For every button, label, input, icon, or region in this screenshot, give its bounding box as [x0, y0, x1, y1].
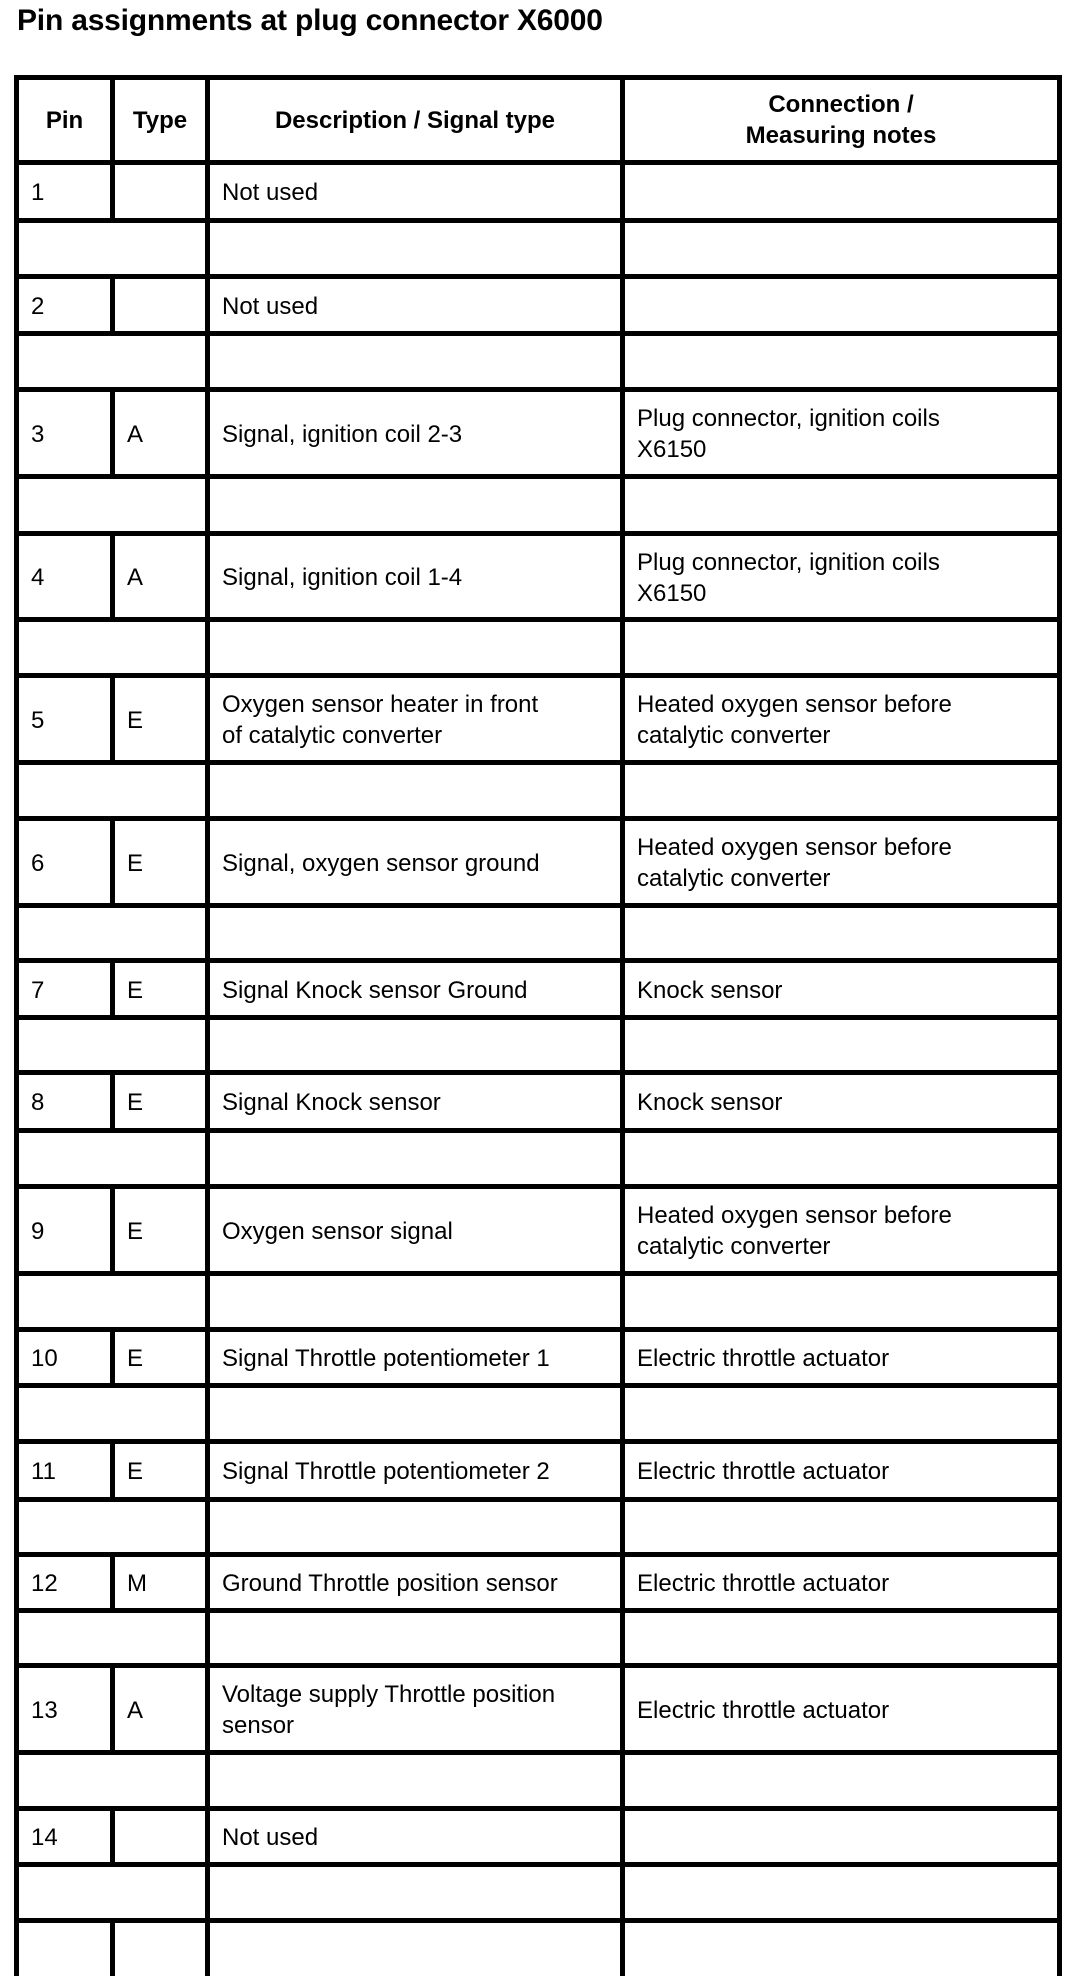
table-rule: [14, 816, 1062, 821]
table-column-rule: [620, 1862, 625, 1923]
cell-connection: Electric throttle actuator: [637, 1696, 890, 1724]
header-description: Description / Signal type: [274, 106, 556, 134]
table-column-rule: [14, 1918, 19, 1976]
table-column-rule: [1057, 1128, 1062, 1189]
table-column-rule: [14, 218, 19, 279]
table-column-rule: [620, 1918, 625, 1976]
header-pin: Pin: [45, 106, 84, 134]
cell-pin: 6: [31, 849, 45, 877]
table-column-rule: [110, 1184, 115, 1276]
table-column-rule: [205, 673, 210, 765]
table-column-rule: [1057, 160, 1062, 223]
table-column-rule: [620, 1383, 625, 1444]
table-column-rule: [14, 617, 19, 678]
header-type: Type: [132, 106, 188, 134]
table-column-rule: [14, 1327, 19, 1388]
table-column-rule: [1057, 673, 1062, 765]
cell-description: Oxygen sensor signal: [222, 1217, 453, 1245]
table-column-rule: [620, 274, 625, 336]
table-column-rule: [14, 958, 19, 1020]
table-column-rule: [620, 218, 625, 279]
table-column-rule: [205, 1015, 210, 1075]
table-column-rule: [1057, 218, 1062, 279]
table-column-rule: [14, 331, 19, 392]
table-column-rule: [205, 903, 210, 963]
table-rule: [14, 531, 1062, 536]
table-rule: [14, 1663, 1062, 1668]
cell-type: M: [127, 1570, 147, 1597]
cell-pin: 1: [31, 179, 45, 206]
cell-type: [127, 1812, 203, 1863]
table-column-rule: [205, 274, 210, 336]
table-column-rule: [1057, 387, 1062, 479]
table-column-rule: [1057, 1383, 1062, 1444]
table-column-rule: [110, 531, 115, 622]
header-connection: Connection / Measuring notes: [745, 91, 937, 149]
table-column-rule: [1057, 958, 1062, 1020]
cell-type: A: [127, 564, 144, 591]
cell-type: [127, 166, 203, 219]
table-rule: [14, 1552, 1062, 1557]
table-column-rule: [14, 1552, 19, 1613]
cell-type: E: [127, 1345, 144, 1372]
table-rule: [14, 1806, 1062, 1811]
cell-description: Oxygen sensor heater in front of catalytic converter: [222, 691, 539, 749]
table-column-rule: [620, 1497, 625, 1557]
table-column-rule: [14, 1497, 19, 1557]
cell-connection: Knock sensor: [637, 976, 783, 1004]
table-column-rule: [620, 958, 625, 1020]
table-column-rule: [1057, 474, 1062, 536]
table-column-rule: [1057, 1271, 1062, 1332]
table-column-rule: [620, 387, 625, 479]
table-column-rule: [205, 1327, 210, 1388]
cell-connection: Electric throttle actuator: [637, 1458, 890, 1485]
table-column-rule: [620, 903, 625, 963]
table-column-rule: [205, 531, 210, 622]
table-column-rule: [14, 1070, 19, 1133]
table-column-rule: [14, 1271, 19, 1332]
table-column-rule: [205, 1497, 210, 1557]
cell-connection: Plug connector, ignition coils X6150: [637, 548, 940, 607]
cell-connection: Heated oxygen sensor before catalytic converter: [637, 691, 952, 749]
table-column-rule: [1057, 760, 1062, 821]
table-column-rule: [205, 1806, 210, 1867]
table-rule: [14, 1327, 1062, 1332]
table-column-rule: [205, 1552, 210, 1613]
table-rule: [14, 274, 1062, 279]
table-column-rule: [110, 1327, 115, 1388]
table-column-rule: [110, 1439, 115, 1502]
table-column-rule: [620, 1663, 625, 1755]
table-column-rule: [14, 1383, 19, 1444]
cell-pin: 13: [31, 1696, 58, 1724]
cell-description: Signal Knock sensor: [222, 1089, 441, 1116]
table-column-rule: [14, 531, 19, 622]
cell-pin: 3: [31, 420, 45, 448]
table-column-rule: [14, 1663, 19, 1755]
table-column-rule: [205, 1862, 210, 1923]
table-column-rule: [205, 1128, 210, 1189]
cell-description: Not used: [222, 179, 319, 206]
cell-pin: 8: [31, 1089, 45, 1116]
table-rule: [14, 958, 1062, 963]
table-column-rule: [205, 1608, 210, 1668]
table-column-rule: [620, 760, 625, 821]
cell-pin: 11: [31, 1458, 56, 1485]
table-column-rule: [14, 160, 19, 223]
table-column-rule: [620, 673, 625, 765]
table-column-rule: [205, 1918, 210, 1976]
table-column-rule: [1057, 1552, 1062, 1613]
table-column-rule: [205, 1663, 210, 1755]
table-rule: [14, 387, 1062, 392]
table-column-rule: [110, 274, 115, 336]
table-column-rule: [205, 1750, 210, 1811]
table-column-rule: [14, 816, 19, 908]
table-column-rule: [14, 1608, 19, 1668]
table-column-rule: [1057, 816, 1062, 908]
table-column-rule: [1057, 75, 1062, 165]
table-column-rule: [620, 1070, 625, 1133]
table-rule: [14, 1184, 1062, 1189]
cell-description: Signal Knock sensor Ground: [222, 976, 528, 1004]
cell-pin: 5: [31, 706, 45, 734]
table-column-rule: [1057, 1497, 1062, 1557]
table-column-rule: [620, 1608, 625, 1668]
cell-connection: [637, 280, 1055, 332]
cell-connection: Heated oxygen sensor before catalytic converter: [637, 834, 952, 892]
cell-type: E: [127, 976, 144, 1004]
table-column-rule: [14, 903, 19, 963]
table-column-rule: [14, 474, 19, 536]
table-column-rule: [205, 331, 210, 392]
cell-type: [127, 280, 203, 332]
cell-description: Signal Throttle potentiometer 1: [222, 1345, 550, 1372]
cell-pin: 2: [31, 292, 45, 320]
table-column-rule: [110, 1806, 115, 1867]
cell-connection: [637, 166, 1055, 219]
table-column-rule: [14, 1862, 19, 1923]
table-column-rule: [110, 387, 115, 479]
table-rule: [14, 1918, 1062, 1923]
table-column-rule: [205, 816, 210, 908]
table-column-rule: [1057, 1806, 1062, 1867]
table-column-rule: [620, 1806, 625, 1867]
table-column-rule: [205, 617, 210, 678]
table-column-rule: [205, 1383, 210, 1444]
table-column-rule: [1057, 1918, 1062, 1976]
cell-description: Signal, oxygen sensor ground: [222, 849, 540, 877]
table-column-rule: [1057, 1608, 1062, 1668]
table-column-rule: [1057, 617, 1062, 678]
cell-type: E: [127, 1089, 144, 1116]
table-rule: [14, 1439, 1062, 1444]
table-column-rule: [620, 617, 625, 678]
table-column-rule: [205, 160, 210, 223]
table-column-rule: [1057, 1862, 1062, 1923]
table-column-rule: [620, 1184, 625, 1276]
table-column-rule: [1057, 1070, 1062, 1133]
cell-pin: 12: [31, 1570, 58, 1597]
table-column-rule: [14, 1806, 19, 1867]
cell-description: Signal Throttle potentiometer 2: [222, 1458, 550, 1485]
table-column-rule: [14, 673, 19, 765]
table-column-rule: [1057, 274, 1062, 336]
table-column-rule: [1057, 531, 1062, 622]
cell-connection: Plug connector, ignition coils X6150: [637, 405, 940, 463]
table-column-rule: [205, 1271, 210, 1332]
cell-pin: 14: [31, 1824, 58, 1851]
table-column-rule: [110, 1663, 115, 1755]
table-column-rule: [14, 1015, 19, 1075]
table-column-rule: [620, 1271, 625, 1332]
table-column-rule: [205, 760, 210, 821]
table-column-rule: [1057, 1327, 1062, 1388]
cell-description: Not used: [222, 292, 319, 320]
cell-type: A: [127, 420, 144, 448]
table-column-rule: [620, 816, 625, 908]
table-column-rule: [620, 531, 625, 622]
cell-type: E: [127, 1217, 144, 1245]
cell-pin: 4: [31, 564, 45, 591]
cell-pin: 9: [31, 1217, 45, 1245]
table-column-rule: [14, 1128, 19, 1189]
table-column-rule: [620, 331, 625, 392]
table-rule: [14, 1070, 1062, 1075]
table-column-rule: [205, 1439, 210, 1502]
cell-type: E: [127, 849, 144, 877]
cell-pin: 7: [31, 976, 45, 1004]
table-column-rule: [205, 1070, 210, 1133]
table-column-rule: [1057, 1750, 1062, 1811]
table-column-rule: [205, 474, 210, 536]
cell-type: E: [127, 706, 144, 734]
table-column-rule: [110, 160, 115, 223]
table-rule: [14, 673, 1062, 678]
cell-description: Voltage supply Throttle position sensor: [222, 1681, 556, 1739]
table-column-rule: [110, 958, 115, 1020]
table-column-rule: [620, 1327, 625, 1388]
table-column-rule: [205, 958, 210, 1020]
table-column-rule: [110, 1918, 115, 1976]
table-column-rule: [205, 387, 210, 479]
table-column-rule: [110, 1552, 115, 1613]
table-column-rule: [620, 1552, 625, 1613]
table-column-rule: [14, 274, 19, 336]
cell-type: A: [127, 1696, 144, 1724]
table-column-rule: [14, 387, 19, 479]
table-column-rule: [1057, 1439, 1062, 1502]
cell-connection: Knock sensor: [637, 1089, 783, 1116]
cell-connection: [637, 1812, 1055, 1863]
table-column-rule: [14, 1184, 19, 1276]
table-column-rule: [1057, 1184, 1062, 1276]
cell-connection: Electric throttle actuator: [637, 1570, 890, 1597]
table-column-rule: [205, 218, 210, 279]
table-column-rule: [620, 474, 625, 536]
table-column-rule: [205, 1184, 210, 1276]
cell-connection: Electric throttle actuator: [637, 1345, 890, 1372]
cell-connection: Heated oxygen sensor before catalytic converter: [637, 1202, 952, 1260]
table-column-rule: [14, 1439, 19, 1502]
cell-description: Signal, ignition coil 1-4: [222, 564, 463, 591]
table-column-rule: [14, 1750, 19, 1811]
table-column-rule: [1057, 1663, 1062, 1755]
table-column-rule: [620, 1015, 625, 1075]
table-column-rule: [620, 1750, 625, 1811]
cell-description: Signal, ignition coil 2-3: [222, 420, 463, 448]
table-column-rule: [620, 160, 625, 223]
table-column-rule: [14, 760, 19, 821]
table-column-rule: [110, 1070, 115, 1133]
cell-pin: 10: [31, 1345, 58, 1372]
table-column-rule: [620, 1128, 625, 1189]
cell-type: E: [127, 1458, 144, 1485]
cell-description: Not used: [222, 1824, 319, 1851]
page-title: Pin assignments at plug connector X6000: [17, 4, 603, 37]
table-column-rule: [110, 816, 115, 908]
cell-description: Ground Throttle position sensor: [222, 1570, 558, 1597]
table-rule: [14, 160, 1062, 165]
table-column-rule: [1057, 903, 1062, 963]
table-column-rule: [620, 1439, 625, 1502]
table-column-rule: [1057, 331, 1062, 392]
table-column-rule: [110, 673, 115, 765]
table-column-rule: [1057, 1015, 1062, 1075]
